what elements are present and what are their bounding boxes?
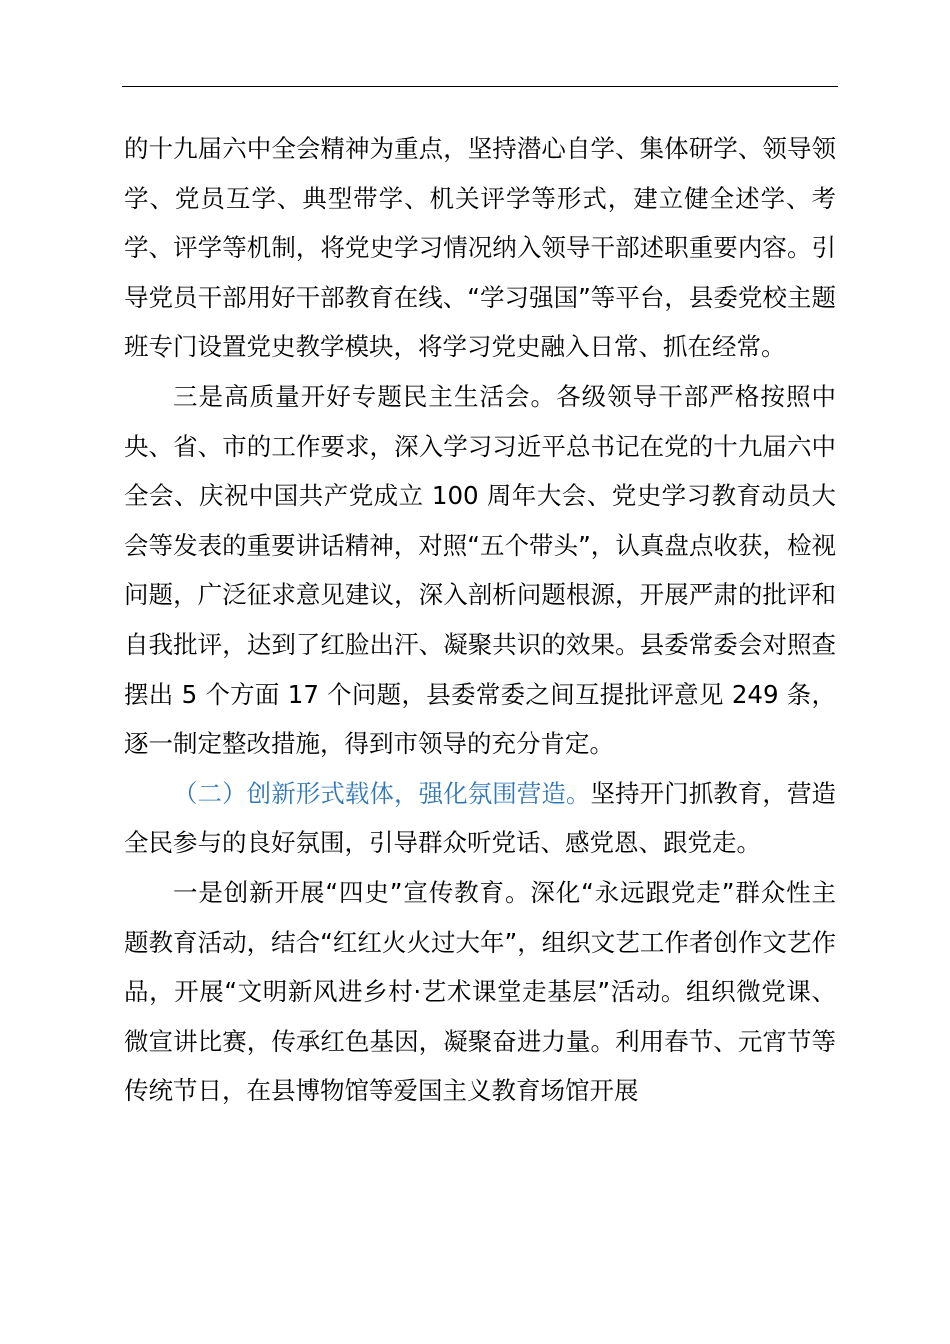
header-rule (122, 86, 838, 87)
paragraph-3 (124, 769, 836, 868)
paragraph-1-text: 的十九届六中全会精神为重点，坚持潜心自学、集体研学、领导领学、党员互学、典型带学、机关评学等形式，建立健全述学、考学、评学等机制，将党史学习情况纳入领导干部述职重要内容。引导党员干部用好干部教育在线、“学习强国”等平台，县委党校主题班专门设置党史教学模块，将学习党史融入日常、抓在经常。 (124, 134, 836, 362)
paragraph-2-text: 三是高质量开好专题民主生活会。各级领导干部严格按照中央、省、市的工作要求，深入学习习近平总书记在党的十九届六中全会、庆祝中国共产党成立 100 周年大会、党史学习教育动员大会等发表的重要讲话精神，对照“五个带头”，认真盘点收获，检视问题，广泛征求意见建议，深入剖析问题根源，开展严肃的批评和自我批评，达到了红脸出汗、凝聚共识的效果。县委常委会对照查摆出 5 个方面 17 个问题，县委常委之间互提批评意见 249 条，逐一制定整改措施，得到市领导的充分肯定。 (124, 381, 836, 759)
paragraph-2 (124, 372, 836, 769)
paragraph-4-text: 一是创新开展“四史”宣传教育。深化“永远跟党走”群众性主题教育活动，结合“红红火火过大年”，组织文艺工作者创作文艺作品，开展“文明新风进乡村·艺术课堂走基层”活动。组织微党课、微宣讲比赛，传承红色基因，凝聚奋进力量。利用春节、元宵节等传统节日，在县博物馆等爱国主义教育场馆开展 (124, 877, 836, 1106)
paragraph-4 (124, 868, 836, 1116)
section-heading: （二）创新形式载体，强化氛围营造。 (173, 778, 591, 808)
document-body (124, 124, 836, 1116)
paragraph-1 (124, 124, 836, 372)
paragraph-3-text: 坚持开门抓教育，营造全民参与的良好氛围，引导群众听党话、感党恩、跟党走。 (124, 778, 837, 858)
